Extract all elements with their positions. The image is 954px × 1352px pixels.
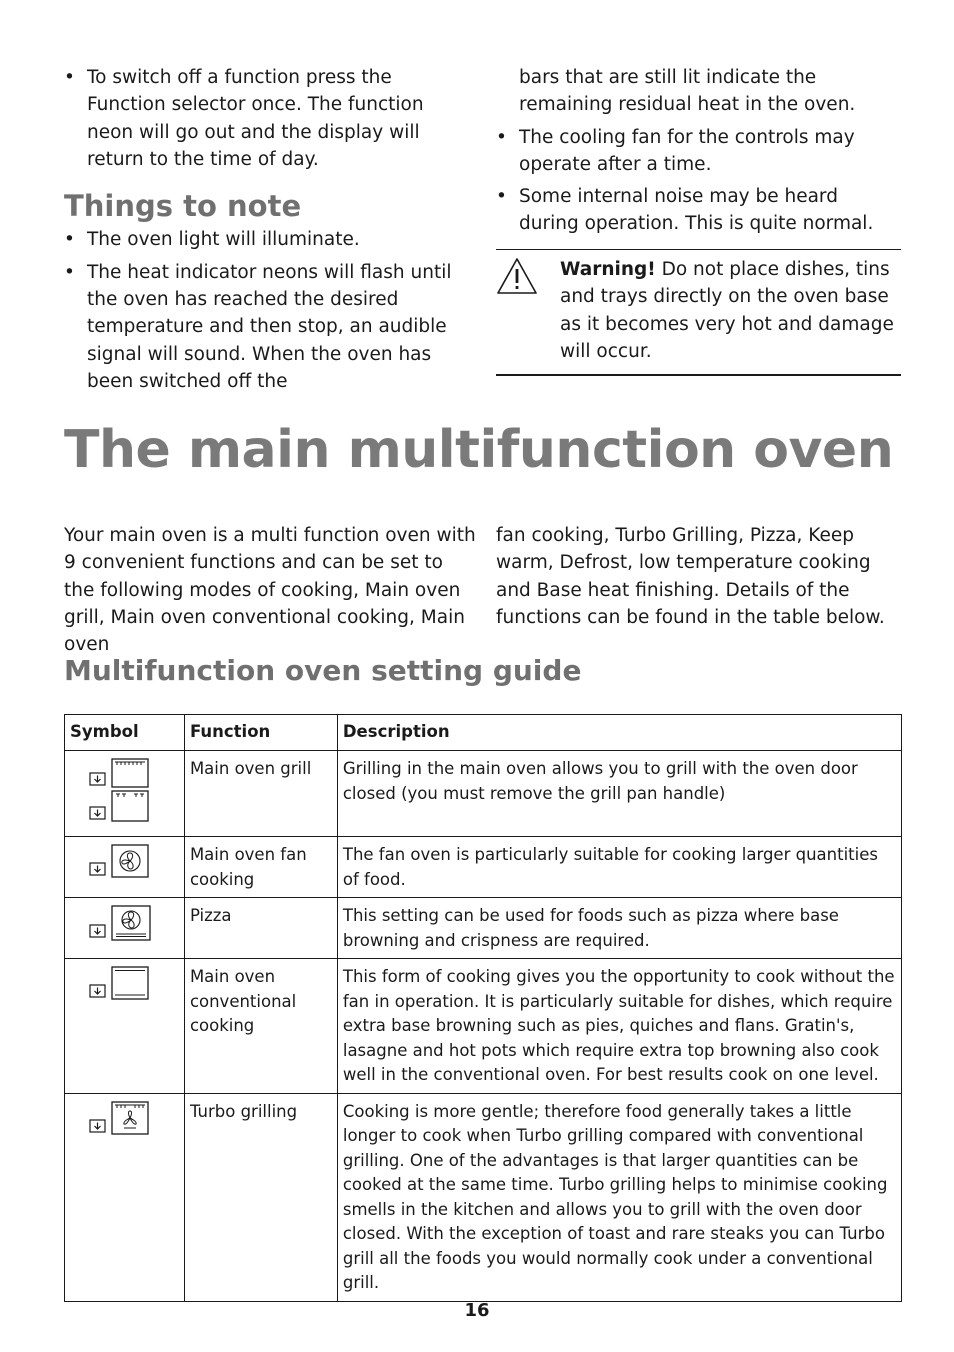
description-cell: Grilling in the main oven allows you to grill with the oven door closed (you must remove the grill pan handle) <box>337 751 901 837</box>
turbo-grill-symbol-icon <box>88 1100 152 1138</box>
fan-oven-symbol-icon <box>88 843 152 881</box>
header-symbol: Symbol <box>65 715 185 751</box>
right-column <box>496 64 901 243</box>
light-bullet: • The oven light will illuminate. <box>64 226 474 253</box>
symbol-cell <box>65 1093 185 1301</box>
function-cell: Main oven fan cooking <box>184 837 337 898</box>
table-row <box>65 1093 902 1301</box>
residual-heat-continuation: bars that are still lit indicate the remaining residual heat in the oven. <box>519 67 856 116</box>
function-cell: Turbo grilling <box>184 1093 337 1301</box>
setting-guide-heading: Multifunction oven setting guide <box>64 654 582 687</box>
function-cell: Pizza <box>184 898 337 959</box>
cooling-fan-bullet: • The cooling fan for the controls may operate after a time. <box>496 124 901 179</box>
table-row <box>65 751 902 837</box>
things-to-note-heading: Things to note <box>64 189 302 224</box>
conventional-oven-symbol-icon <box>88 965 152 1003</box>
function-cell: Main oven conventional cooking <box>184 959 337 1094</box>
warning-text <box>560 256 904 365</box>
symbol-cell <box>65 837 185 898</box>
warning-box <box>496 249 901 376</box>
description-cell: The fan oven is particularly suitable for cooking larger quantities of food. <box>337 837 901 898</box>
left-column <box>64 64 474 400</box>
symbol-cell <box>65 751 185 837</box>
header-description: Description <box>337 715 901 751</box>
pizza-symbol-icon <box>88 904 154 942</box>
warning-triangle-icon <box>496 256 538 296</box>
intro-right: fan cooking, Turbo Grilling, Pizza, Keep warm, Defrost, low temperature cooking and Base heat finishing. Details of the functions can be found in the table below. <box>496 525 885 628</box>
function-cell: Main oven grill <box>184 751 337 837</box>
setting-guide-table <box>64 714 902 1302</box>
noise-bullet: • Some internal noise may be heard during operation. This is quite normal. <box>496 183 901 238</box>
grill-symbol-icon <box>88 757 152 823</box>
table-row <box>65 837 902 898</box>
switch-off-bullet: • To switch off a function press the Function selector once. The function neon will go out and the display will return to the time of day. <box>64 64 474 173</box>
description-cell: This form of cooking gives you the opportunity to cook without the fan in operation. It is particularly suitable for dishes, which require extra base browning such as pies, quiches and flans. Gratin's, lasagne and hot pots which require extra top browning also cook well in the conventional oven. For best results cook on one level. <box>337 959 901 1094</box>
description-cell: Cooking is more gentle; therefore food generally takes a little longer to cook when Turbo grilling compared with conventional grilling. One of the advantages is that larger quantities can be cooked at the same time. Turbo grilling helps to minimise cooking smells in the kitchen and allows you to grill with the oven door closed. With the exception of toast and rare steaks you can Turbo grill all the foods you would normally cook under a conventional grill. <box>337 1093 901 1301</box>
table-header-row <box>65 715 902 751</box>
warning-body: Do not place dishes, tins and trays directly on the oven base as it becomes very hot and damage will occur. <box>560 259 894 362</box>
table-row <box>65 898 902 959</box>
page-title: The main multifunction oven <box>64 420 894 480</box>
description-cell: This setting can be used for foods such as pizza where base browning and crispness are required. <box>337 898 901 959</box>
table-row <box>65 959 902 1094</box>
symbol-cell <box>65 898 185 959</box>
symbol-cell <box>65 959 185 1094</box>
page-number: 16 <box>464 1300 490 1321</box>
intro-left: Your main oven is a multi function oven with 9 convenient functions and can be set to the following modes of cooking, Main oven grill, Main oven conventional cooking, Main oven <box>64 525 476 656</box>
header-function: Function <box>184 715 337 751</box>
warning-label: Warning! <box>560 259 656 280</box>
heat-indicator-bullet: • The heat indicator neons will flash until the oven has reached the desired temperature and then stop, an audible signal will sound. When the oven has been switched off the <box>64 259 474 395</box>
